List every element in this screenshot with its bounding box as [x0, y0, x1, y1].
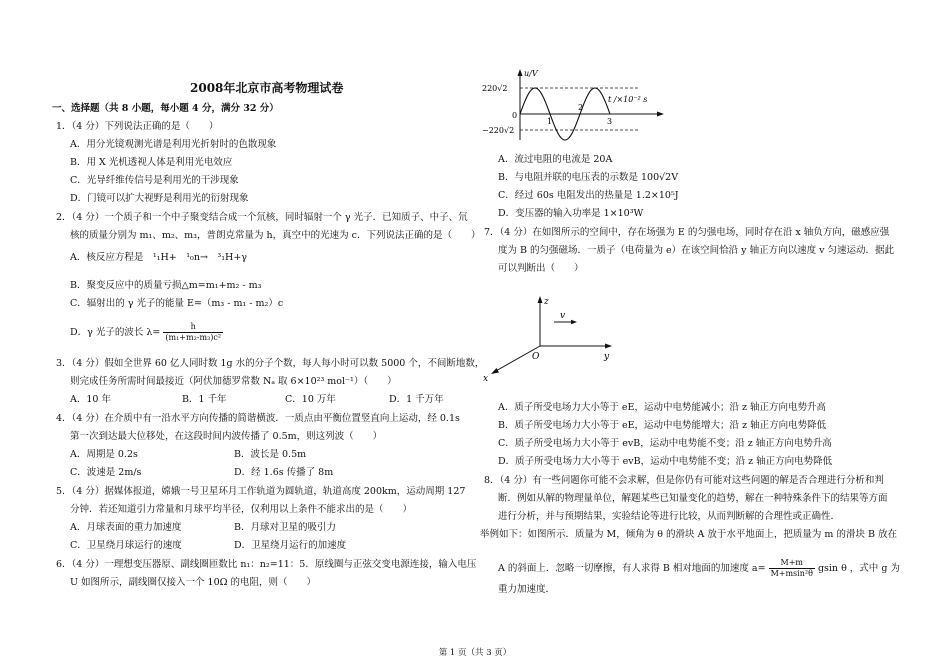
q7-stem-line1: 7．（4 分）在如图所示的空间中，存在场强为 E 的匀强电场，同时存在沿 x 轴负方向，磁感应强: [484, 227, 890, 238]
q7-stem-line3: 可以判断出（ ）: [498, 263, 584, 274]
velocity-label: v: [560, 311, 566, 321]
q5-option-b: B．月球对卫星的吸引力: [234, 522, 336, 533]
fraction-denominator: (m₁+m₂-m₃)c²: [165, 333, 222, 342]
q6-option-d: D．变压器的输入功率是 1×10³W: [498, 208, 644, 219]
fraction-numerator: h: [163, 322, 223, 333]
q7-option-d: D．质子所受电场力大小等于 evB，运动中电势能不变；沿 z 轴正方向电势降低: [498, 456, 833, 467]
paper-title: 2008年北京市高考物理试卷: [190, 81, 344, 95]
x-label: x: [483, 374, 489, 384]
q6-option-a: A．流过电阻的电流是 20A: [498, 154, 613, 165]
graph-y-label: u/V: [524, 69, 538, 78]
q5-option-a: A．月球表面的重力加速度: [70, 522, 182, 533]
q4-option-b: B．波长是 0.5m: [234, 449, 307, 460]
q7-option-b: B．质子所受电场力大小等于 eE，运动中电势能增大；沿 z 轴正方向电势降低: [498, 420, 827, 431]
acc-fraction-denominator: M+msin²θ: [770, 569, 813, 578]
q6-stem-line2: U 如图所示，副线圈仅接入一个 10Ω 的电阻，则（ ）: [70, 577, 317, 588]
q1-stem: 1．（4 分）下列说法正确的是（ ）: [56, 121, 219, 132]
q3-stem-line1: 3．（4 分）假如全世界 60 亿人同时数 1g 水的分子个数，每人每小时可以数 5000 个，不间断地数，: [56, 358, 485, 369]
q6-option-c: C．经过 60s 电阻发出的热量是 1.2×10⁵J: [498, 190, 679, 201]
q8-formula-prefix: A 的斜面上．忽略一切摩擦，有人求得 B 相对地面的加速度 a=: [498, 563, 766, 574]
velocity-arrow-icon: [571, 320, 577, 324]
q1-option-c: C．光导纤维传信号是利用光的干涉现象: [70, 175, 239, 186]
acc-fraction-numerator: M+m: [769, 558, 815, 569]
graph-ytop-label: 220√2: [482, 84, 508, 93]
q4-option-d: D．经 1.6s 传播了 8m: [234, 467, 334, 478]
q3-option-d: D．1 千万年: [389, 394, 444, 405]
graph-tick-1: 1: [547, 117, 553, 126]
q5-option-c: C．卫星绕月球运行的速度: [70, 540, 182, 551]
acceleration-fraction: [769, 558, 815, 579]
graph-y-arrow-icon: [518, 69, 523, 76]
q5-stem-line1: 5．（4 分）据媒体报道，嫦娥一号卫星环月工作轨道为圆轨道，轨道高度 200km，运动周期 127: [56, 486, 466, 497]
z-label: z: [544, 297, 549, 307]
page-footer: 第 1 页（共 3 页）: [438, 648, 512, 658]
q4-option-c: C．波速是 2m/s: [70, 467, 142, 478]
q2-option-d: [70, 322, 223, 343]
x-arrow-icon: [491, 368, 499, 374]
graph-x-label: t /×10⁻² s: [608, 95, 648, 104]
q8-stem-line4: 举例如下：如图所示．质量为 M，倾角为 θ 的滑块 A 放于水平地面上，把质量为 m 的滑块 B 放在: [480, 529, 897, 540]
graph-tick-2: 2: [578, 103, 584, 112]
q8-stem-line3: 进行分析，并与预期结果，实验结论等进行比较，从而判断解的合理性或正确性．: [498, 511, 841, 522]
origin-label: O: [532, 352, 540, 362]
q3-stem-line2: 则完成任务所需时间最接近（阿伏加德罗常数 Nₐ 取 6×10²³ mol⁻¹）（ ）: [70, 376, 397, 387]
q6-option-b: B．与电阻并联的电压表的示数是 100√2V: [498, 172, 679, 183]
graph-ybot-label: −220√2: [482, 126, 515, 135]
section-heading: 一、选择题（共 8 小题，每小题 4 分，满分 32 分）: [52, 103, 279, 114]
q7-option-a: A．质子所受电场力大小等于 eE，运动中电势能减小；沿 z 轴正方向电势升高: [498, 402, 826, 413]
q1-option-b: B．用 X 光机透视人体是利用光电效应: [70, 157, 233, 168]
q8-stem-line2: 断．例如从解的物理量单位，解题某些已知量变化的趋势，解在一种特殊条件下的结果等方面: [498, 493, 888, 504]
q1-option-a: A．用分光镜观测光谱是利用光折射时的色散现象: [70, 139, 277, 150]
q5-stem-line2: 分钟．若还知道引力常量和月球平均半径，仅利用以上条件不能求出的是（ ）: [70, 504, 413, 515]
q2-option-a: A．核反应方程是 ¹₁H+ ¹₀n→ ³₁H+γ: [70, 252, 247, 263]
voltage-time-graph: [480, 66, 670, 146]
q2-option-d-prefix: D．γ 光子的波长 λ=: [70, 327, 161, 338]
y-arrow-icon: [605, 344, 612, 349]
wavelength-fraction: [163, 322, 223, 343]
q2-stem-line1: 2．（4 分）一个质子和一个中子聚变结合成一个氘核，同时辐射一个 γ 光子．已知质子、中子、氘: [56, 212, 468, 223]
q8-stem-line5: [498, 558, 900, 579]
q3-option-c: C．10 万年: [285, 394, 336, 405]
z-arrow-icon: [538, 296, 543, 303]
graph-tick-3: 3: [607, 117, 613, 126]
coordinate-axes-figure: [480, 286, 630, 386]
q7-stem-line2: 度为 B 的匀强磁场．一质子（电荷量为 e）在该空间恰沿 y 轴正方向以速度 v 匀速运动．据此: [498, 245, 894, 256]
q4-option-a: A．周期是 0.2s: [70, 449, 138, 460]
q6-stem-line1: 6．（4 分）一理想变压器原、副线圈匝数比 n₁：n₂=11：5．原线圈与正弦交变电源连接，输入电压: [56, 559, 477, 570]
q2-stem-line2: 核的质量分别为 m₁、m₂、m₃，普朗克常量为 h，真空中的光速为 c．下列说法正确的是（ ）: [70, 230, 481, 241]
q3-option-a: A．10 年: [70, 394, 111, 405]
q5-option-d: D．卫星绕月运行的加速度: [234, 540, 347, 551]
q8-stem-line6: 重力加速度．: [498, 584, 556, 595]
y-label: y: [604, 352, 610, 362]
q8-stem-line1: 8．（4 分）有一些问题你可能不会求解，但是你仍有可能对这些问题的解是否合理进行分析和判: [484, 475, 884, 486]
q7-option-c: C．质子所受电场力大小等于 evB，运动中电势能不变；沿 z 轴正方向电势升高: [498, 438, 832, 449]
q4-stem-line2: 第一次到达最大位移处，在这段时间内波传播了 0.5m，则这列波（ ）: [70, 431, 383, 442]
graph-x-arrow-icon: [657, 112, 664, 117]
q4-stem-line1: 4．（4 分）在介质中有一沿水平方向传播的简谐横波．一质点由平衡位置竖直向上运动，经 0.1s: [56, 413, 460, 424]
q1-option-d: D．门镜可以扩大视野是利用光的衍射现象: [70, 193, 249, 204]
graph-origin-label: 0: [512, 111, 518, 120]
q2-option-c: C．辐射出的 γ 光子的能量 E=（m₃ - m₁ - m₂）c: [70, 298, 284, 309]
q8-formula-suffix: gsin θ ，式中 g 为: [817, 563, 900, 574]
q2-option-b: B．聚变反应中的质量亏损△m=m₁+m₂ - m₃: [70, 280, 262, 291]
q3-option-b: B．1 千年: [182, 394, 227, 405]
